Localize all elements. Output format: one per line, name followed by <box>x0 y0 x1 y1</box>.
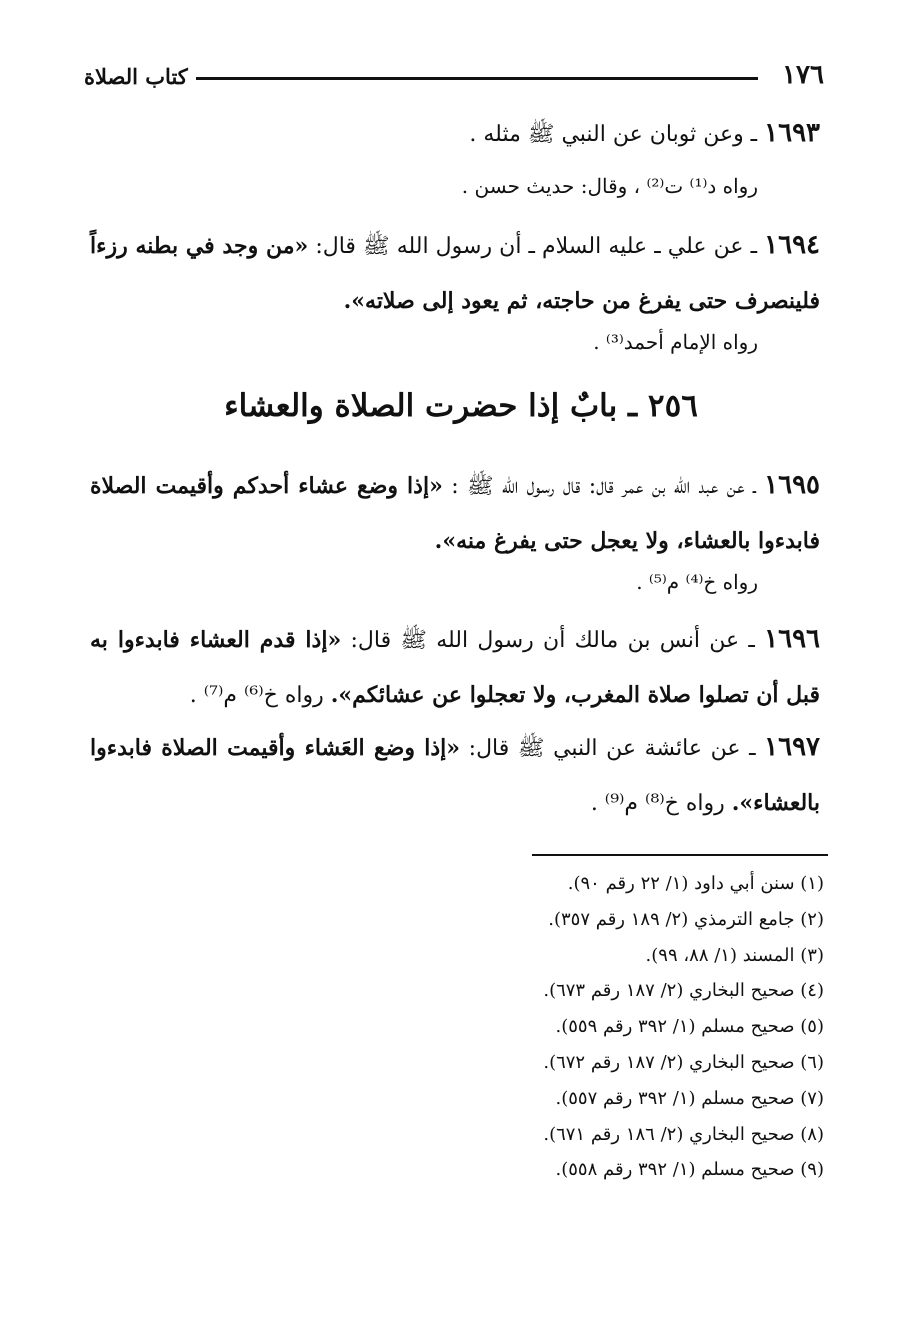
footnote-separator <box>532 854 828 856</box>
hadith-intro: ـ عن علي ـ عليه السلام ـ أن رسول الله ﷺ قال: <box>315 234 758 259</box>
hadith-1693 <box>90 106 820 162</box>
hadith-1696 <box>90 612 820 723</box>
hadith-quote: «من وجد في بطنه رزءاً فلينصرف حتى يفرغ من حاجته، ثم يعود إلى صلاته». <box>90 233 820 314</box>
footnote-4: (٤) صحيح البخاري (٢/ ١٨٧ رقم ٦٧٣). <box>543 980 824 1002</box>
hadith-1695-source: رواه خ⁽⁴⁾ م⁽⁵⁾ . <box>636 570 758 594</box>
hadith-1694 <box>90 218 820 329</box>
running-header <box>84 60 824 92</box>
page-number: ١٧٦ <box>782 60 824 90</box>
hadith-source: رواه خ⁽⁸⁾ م⁽⁹⁾ . <box>590 791 725 816</box>
hadith-1697 <box>90 720 820 831</box>
hadith-quote: «إذا وضع عشاء أحدكم وأقيمت الصلاة فابدءوا بالعشاء، ولا يعجل حتى يفرغ منه». <box>90 473 820 554</box>
hadith-1693-source: رواه د⁽¹⁾ ت⁽²⁾ ، وقال: حديث حسن . <box>461 174 758 198</box>
footnote-6: (٦) صحيح البخاري (٢/ ١٨٧ رقم ٦٧٢). <box>543 1051 824 1073</box>
hadith-number: ١٦٩٦ <box>764 624 821 654</box>
hadith-text: ـ وعن ثوبان عن النبي ﷺ مثله . <box>469 122 758 147</box>
chapter-heading: ٢٥٦ ـ بابٌ إذا حضرت الصلاة والعشاء <box>224 388 698 424</box>
footnote-7: (٧) صحيح مسلم (١/ ٣٩٢ رقم ٥٥٧). <box>555 1087 824 1109</box>
footnote-8: (٨) صحيح البخاري (٢/ ١٨٦ رقم ٦٧١). <box>543 1123 824 1145</box>
hadith-1695 <box>90 458 820 569</box>
footnotes <box>424 866 824 1188</box>
book-title: كتاب الصلاة <box>84 64 188 89</box>
hadith-intro: ـ عن عائشة عن النبي ﷺ قال: <box>468 736 756 761</box>
footnote-2: (٢) جامع الترمذي (٢/ ١٨٩ رقم ٣٥٧). <box>548 908 824 930</box>
footnote-5: (٥) صحيح مسلم (١/ ٣٩٢ رقم ٥٥٩). <box>555 1016 824 1038</box>
header-rule <box>196 77 758 80</box>
hadith-number: ١٦٩٥ <box>764 470 820 500</box>
hadith-1694-source: رواه الإمام أحمد⁽³⁾ . <box>593 330 758 354</box>
hadith-intro: ـ عن عبد الله بن عمر قال: قال رسول الله ﷺ : <box>451 474 756 499</box>
hadith-number: ١٦٩٧ <box>764 732 821 762</box>
hadith-number: ١٦٩٤ <box>764 230 820 260</box>
hadith-intro: ـ عن أنس بن مالك أن رسول الله ﷺ قال: <box>350 628 755 653</box>
hadith-quote: «إذا وضع العَشاء وأقيمت الصلاة فابدءوا بالعشاء». <box>90 735 820 816</box>
hadith-quote: «إذا قدم العشاء فابدءوا به قبل أن تصلوا صلاة المغرب، ولا تعجلوا عن عشائكم». <box>90 627 820 708</box>
hadith-number: ١٦٩٣ <box>764 118 820 148</box>
footnote-3: (٣) المسند (١/ ٨٨، ٩٩). <box>645 944 824 966</box>
hadith-source: رواه خ⁽⁶⁾ م⁽⁷⁾ . <box>189 683 324 708</box>
footnote-9: (٩) صحيح مسلم (١/ ٣٩٢ رقم ٥٥٨). <box>555 1159 824 1181</box>
footnote-1: (١) سنن أبي داود (١/ ٢٢ رقم ٩٠). <box>567 873 824 894</box>
